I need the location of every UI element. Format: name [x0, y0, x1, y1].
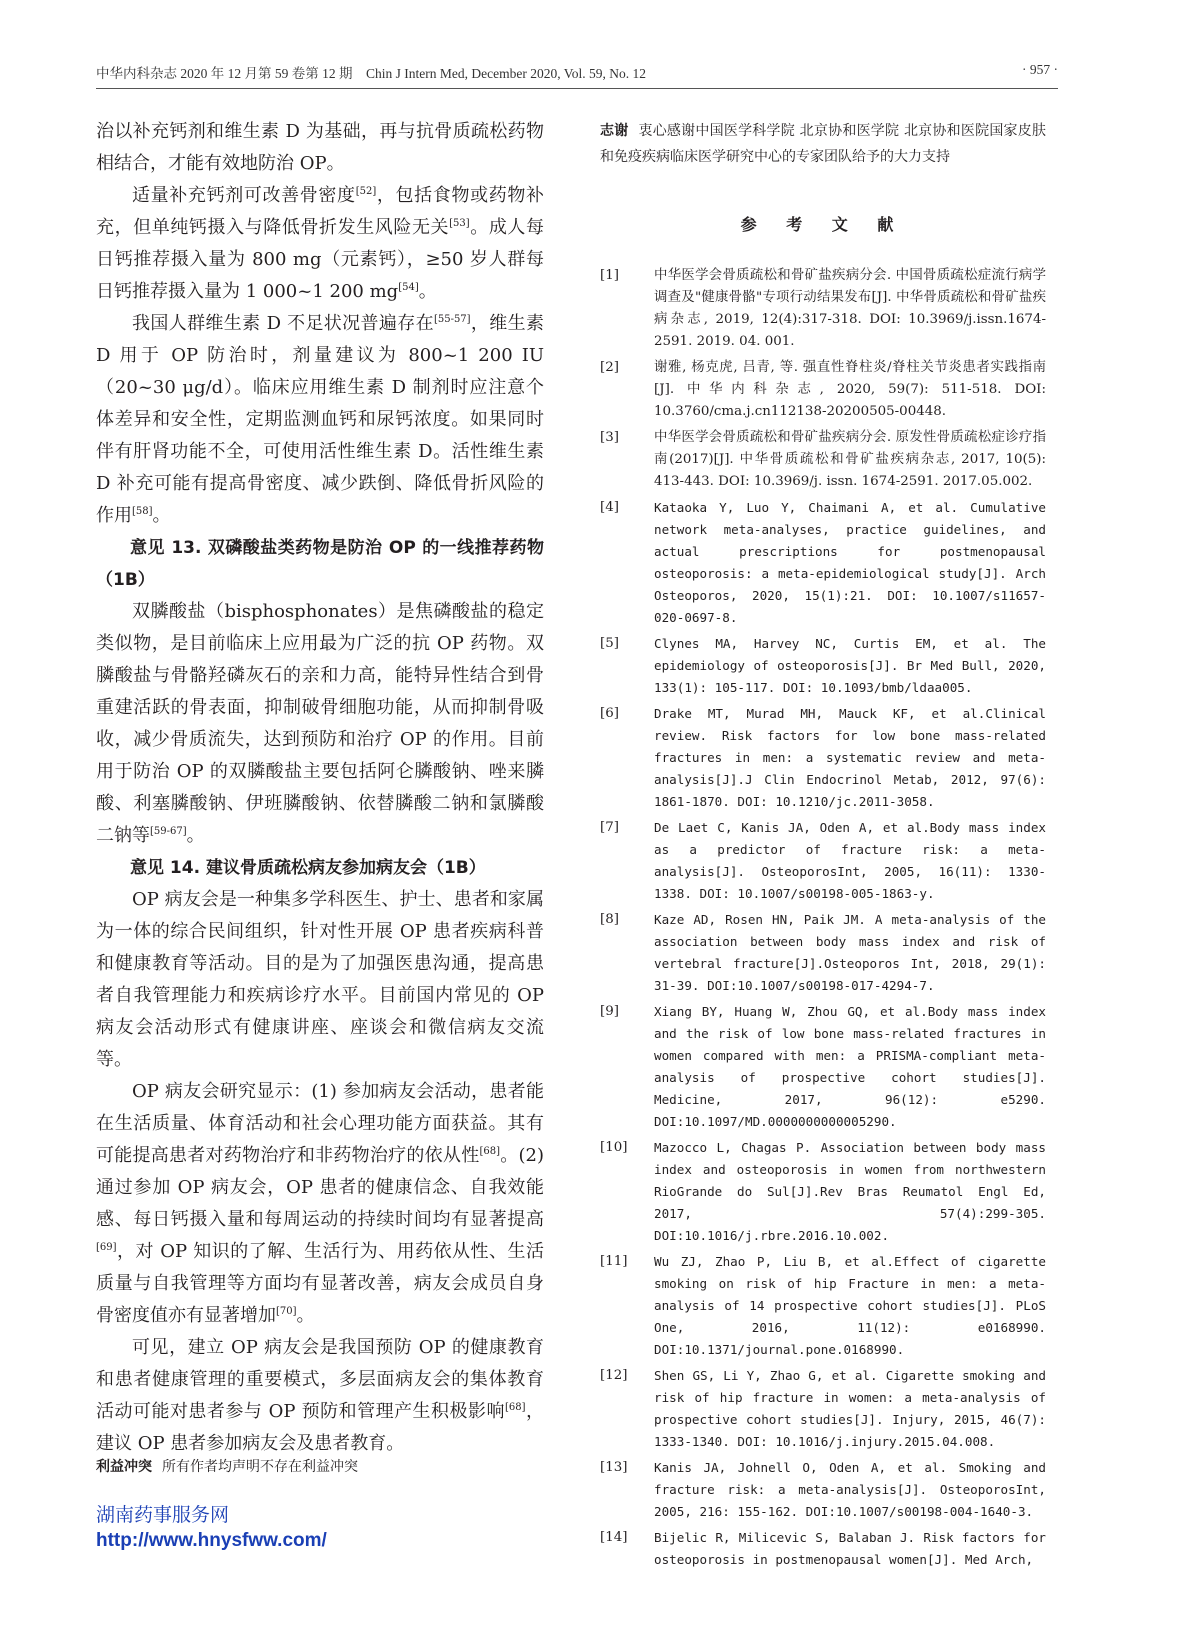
reference-item: [4] Kataoka Y, Luo Y, Chaimani A, et al. Cumulative network meta-analyses, practice guidelines, and actual prescriptions for postmenopausal osteoporosis: a meta-epidemiological study[J]. Arch Osteoporos, 2020, 15(1):21. DOI: 10.1007/s11657-020-0697-8.	[600, 500, 1046, 625]
acknowledgement	[600, 118, 1046, 170]
citation: [69]	[96, 1242, 117, 1253]
paragraph-club-research: OP 病友会研究显示：(1) 参加病友会活动，患者能在生活质量、体育活动和社会心理功能方面获益。其有可能提高患者对药物治疗和非药物治疗的依从性[68]。(2) 通过参加 OP 病友会，OP 患者的健康信念、自我效能感、每日钙摄入量和每周运动的持续时间均有显著提高[69]，对 OP 知识的了解、生活行为、用药依从性、生活质量与自我管理等方面均有显著改善，病友会成员自身骨密度值亦有显著增加[70]。	[96, 1081, 545, 1326]
journal-citation: 中华内科杂志 2020 年 12 月第 59 卷第 12 期 Chin J Intern Med, December 2020, Vol. 59, No. 12	[96, 66, 646, 81]
heading-opinion-13: 意见 13. 双磷酸盐类药物是防治 OP 的一线推荐药物（1B）	[96, 538, 544, 590]
reference-item: [13] Kanis JA, Johnell O, Oden A, et al. Smoking and fracture risk: a meta-analysis[J]. OsteoporosInt, 2005, 216: 155-162. DOI:10.1007/s00198-004-1640-3.	[600, 1460, 1046, 1519]
references-title: 参 考 文 献	[740, 215, 906, 234]
reference-item: [5] Clynes MA, Harvey NC, Curtis EM, et al. The epidemiology of osteoporosis[J]. Br Med Bull, 2020, 133(1): 105-117. DOI: 10.1093/bmb/ldaa005.	[600, 636, 1046, 695]
citation: [68]	[504, 1402, 526, 1413]
paragraph-vitamin-d: 我国人群维生素 D 不足状况普遍存在[55-57]，维生素 D 用于 OP 防治时，剂量建议为 800~1 200 IU（20~30 μg/d）。临床应用维生素 D 制剂时应注意个体差异和安全性，定期监测血钙和尿钙浓度。如果同时伴有肝肾功能不全，可使用活性维生素 D。活性维生素 D 补充可能有提高骨密度、减少跌倒、降低骨折风险的作用[58]。	[96, 313, 545, 526]
citation: [68]	[479, 1146, 500, 1157]
citation: [55-57]	[433, 314, 471, 325]
watermark-site-name: 湖南药事服务网	[96, 1504, 230, 1526]
paragraph-bisphosphonates: 双膦酸盐（bisphosphonates）是焦磷酸盐的稳定类似物，是目前临床上应用最为广泛的抗 OP 药物。双膦酸盐与骨骼羟磷灰石的亲和力高，能特异性结合到骨重建活跃的骨表面，抑制破骨细胞功能，从而抑制骨吸收，减少骨质流失，达到预防和治疗 OP 的作用。目前用于防治 OP 的双膦酸盐主要包括阿仑膦酸钠、唑来膦酸、利塞膦酸钠、伊班膦酸钠、依替膦酸二钠和氯膦酸二钠等[59-67]。	[96, 601, 544, 846]
reference-item: [9] Xiang BY, Huang W, Zhou GQ, et al.Body mass index and the risk of low bone mass-related fractures in women compared with men: a PRISMA-compliant meta-analysis of prospective cohort studies[J]. Medicine, 2017, 96(12): e5290. DOI:10.1097/MD.0000000000005290.	[600, 1004, 1046, 1129]
running-header	[96, 62, 1058, 84]
citation: [58]	[132, 506, 153, 517]
conflict-text: 所有作者均声明不存在利益冲突	[162, 1459, 358, 1475]
watermark-url[interactable]: http://www.hnysfww.com/	[96, 1530, 327, 1551]
reference-item: [8] Kaze AD, Rosen HN, Paik JM. A meta-analysis of the association between body mass index and risk of vertebral fracture[J].Osteoporos Int, 2018, 29(1): 31-39. DOI:10.1007/s00198-017-4294-7.	[600, 912, 1046, 993]
citation: [70]	[276, 1306, 297, 1317]
reference-item: [7] De Laet C, Kanis JA, Oden A, et al.Body mass index as a predictor of fracture risk: a meta-analysis[J]. OsteoporosInt, 2005, 16(11): 1330-1338. DOI: 10.1007/s00198-005-1863-y.	[600, 820, 1046, 901]
paragraph-calcium: 适量补充钙剂可改善骨密度[52]，包括食物或药物补充，但单纯钙摄入与降低骨折发生风险无关[53]。成人每日钙推荐摄入量为 800 mg（元素钙），≥50 岁人群每日钙推荐摄入量为 1 000~1 200 mg[54]。	[96, 185, 545, 302]
heading-opinion-14: 意见 14. 建议骨质疏松病友参加病友会（1B）	[130, 858, 486, 878]
paragraph-conclusion: 可见，建立 OP 病友会是我国预防 OP 的健康教育和患者健康管理的重要模式，多层面病友会的集体教育活动可能对患者参与 OP 预防和管理产生积极影响[68]，建议 OP 患者参加病友会及患者教育。	[96, 1337, 545, 1454]
reference-item: [3] 中华医学会骨质疏松和骨矿盐疾病分会. 原发性骨质疏松症诊疗指南(2017)[J]. 中华骨质疏松和骨矿盐疾病杂志, 2017, 10(5): 413-443. DOI: 10.3969/j. issn. 1674-2591. 2017.05.002.	[600, 430, 1046, 489]
watermark	[96, 1502, 327, 1554]
citation: [59-67]	[150, 826, 187, 837]
conflict-of-interest	[96, 1456, 544, 1478]
right-column	[600, 118, 1046, 1575]
reference-item: [11] Wu ZJ, Zhao P, Liu B, et al.Effect of cigarette smoking on risk of hip Fracture in men: a meta-analysis of 14 prospective cohort studies[J]. PLoS One, 2016, 11(12): e0168990. DOI:10.1371/journal.pone.0168990.	[600, 1254, 1046, 1357]
conflict-label: 利益冲突	[96, 1459, 152, 1475]
reference-list	[600, 265, 1046, 1571]
reference-item: [10] Mazocco L, Chagas P. Association between body mass index and osteoporosis in women from northwestern RioGrande do Sul[J].Rev Bras Reumatol Engl Ed, 2017, 57(4):299-305. DOI:10.1016/j.rbre.2016.10.002.	[600, 1140, 1046, 1243]
reference-item: [2] 谢雅, 杨克虎, 吕青, 等. 强直性脊柱炎/脊柱关节炎患者实践指南 [J]. 中华内科杂志, 2020, 59(7): 511-518. DOI: 10.3760/cma.j.cn112138-20200505-00448.	[600, 360, 1046, 419]
reference-item: [1] 中华医学会骨质疏松和骨矿盐疾病分会. 中国骨质疏松症流行病学调查及"健康骨骼"专项行动结果发布[J]. 中华骨质疏松和骨矿盐疾病杂志, 2019, 12(4):317-318. DOI: 10.3969/j.issn.1674-2591. 2019. 04. 001.	[600, 268, 1046, 349]
reference-item: [14] Bijelic R, Milicevic S, Balaban J. Risk factors for osteoporosis in postmenopausal women[J]. Med Arch,	[600, 1530, 1046, 1567]
reference-item: [6] Drake MT, Murad MH, Mauck KF, et al.Clinical review. Risk factors for low bone mass-related fractures in men: a systematic review and meta-analysis[J].J Clin Endocrinol Metab, 2012, 97(6): 1861-1870. DOI: 10.1210/jc.2011-3058.	[600, 706, 1046, 809]
citation: [54]	[398, 282, 419, 293]
ack-label: 志谢	[600, 123, 629, 139]
citation: [53]	[449, 218, 470, 229]
paragraph-1: 治以补充钙剂和维生素 D 为基础，再与抗骨质疏松药物相结合，才能有效地防治 OP。	[96, 121, 544, 174]
ack-text: 衷心感谢中国医学科学院 北京协和医学院 北京协和医院国家皮肤和免疫疾病临床医学研究中心的专家团队给予的大力支持	[600, 123, 1047, 165]
left-column	[96, 116, 544, 1460]
citation: [52]	[355, 186, 377, 197]
header-rule	[96, 88, 1058, 89]
page-number: · 957 ·	[1022, 62, 1058, 77]
paragraph-patient-club: OP 病友会是一种集多学科医生、护士、患者和家属为一体的综合民间组织，针对性开展 OP 患者疾病科普和健康教育等活动。目的是为了加强医患沟通，提高患者自我管理能力和疾病诊疗水平。目前国内常见的 OP 病友会活动形式有健康讲座、座谈会和微信病友交流等。	[96, 889, 544, 1070]
reference-item: [12] Shen GS, Li Y, Zhao G, et al. Cigarette smoking and risk of hip fracture in women: a meta-analysis of prospective cohort studies[J]. Injury, 2015, 46(7): 1333-1340. DOI: 10.1016/j.injury.2015.04.008.	[600, 1368, 1046, 1449]
